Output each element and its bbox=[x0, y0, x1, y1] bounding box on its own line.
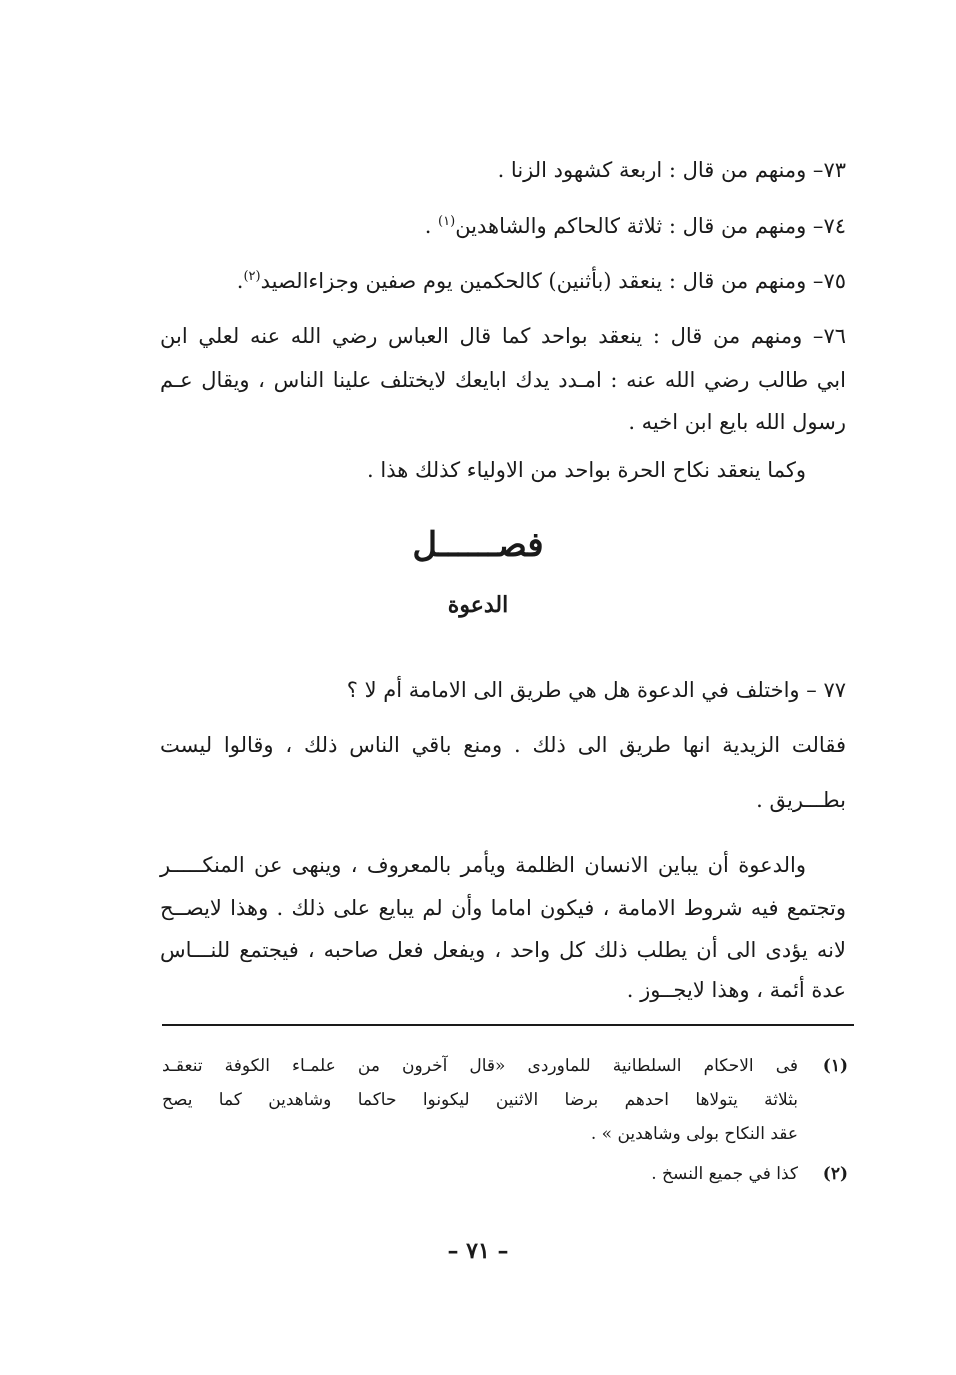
paragraph-76-line-2: ابي طالب رضي الله عنه : امـدد يدك ابايعك لايختلف علينا الناس ، ويقال عـم bbox=[160, 368, 846, 392]
paragraph-73: ٧٣– ومنهم من قال : اربعة كشهود الزنا . bbox=[497, 158, 846, 182]
footnote-2-number: (٢) bbox=[822, 1164, 848, 1184]
footnote-ref-1: (١) bbox=[438, 214, 456, 229]
footnote-1-number: (١) bbox=[822, 1056, 848, 1076]
footnote-1-line-1: فى الاحكام السلطانية للماوردى «قال آخرون من علمـاء الكوفة تنعقـد bbox=[162, 1056, 798, 1076]
footnote-1-line-2: بثلاثة يتولاها احدهم برضا الاثنين ليكونوا حاكما وشاهدين كما يصح bbox=[162, 1090, 798, 1110]
paragraph-77-line-3: بطـــريق . bbox=[756, 788, 846, 812]
paragraph-74 bbox=[425, 215, 846, 237]
section-subtitle: الدعوة bbox=[447, 592, 509, 618]
paragraph-76-line-3: رسول الله بايع ابن اخيه . bbox=[628, 410, 846, 434]
paragraph-75 bbox=[237, 270, 846, 292]
paragraph-77-line-1: ٧٧ – واختلف في الدعوة هل هي طريق الى الامامة أم لا ؟ bbox=[346, 678, 846, 702]
page-number: – ٧١ – bbox=[447, 1238, 509, 1264]
paragraph-74-end: . bbox=[424, 214, 439, 238]
footnote-divider bbox=[162, 1024, 854, 1026]
footnote-2-line-1: كذا في جميع النسخ . bbox=[651, 1164, 798, 1184]
paragraph-77-line-2: فقالت الزيدية انها طريق الى ذلك . ومنع باقي الناس ذلك ، وقالوا ليست bbox=[160, 733, 846, 757]
paragraph-78-line-4: عدة أئمة ، وهذا لايجــوز . bbox=[626, 978, 846, 1002]
paragraph-78-line-1: والدعوة أن يباين الانسان الظلمة ويأمر بالمعروف ، وينهى عن المنكـــــر bbox=[160, 853, 806, 877]
paragraph-78-line-2: وتجتمع فيه شروط الامامة ، فيكون اماما وأن لم يبايع على ذلك . وهذا لايصــح bbox=[160, 896, 846, 920]
section-title: فصــــــل bbox=[412, 525, 544, 565]
paragraph-75-text: ٧٥– ومنهم من قال : ينعقد (بأثنين) كالحكمين يوم صفين وجزاءالصيد bbox=[260, 269, 846, 293]
paragraph-74-text: ٧٤– ومنهم من قال : ثلاثة كالحاكم والشاهدين bbox=[455, 214, 846, 238]
paragraph-75-end: . bbox=[236, 269, 244, 293]
paragraph-78-line-3: لانه يؤدى الى أن يطلب ذلك كل واحد ، ويفعل فعل صاحبه ، فيجتمع للنـــاس bbox=[160, 938, 846, 962]
paragraph-76-line-1: ٧٦– ومنهم من قال : ينعقد بواحد كما قال العباس رضي الله عنه لعلي ابن bbox=[160, 324, 846, 348]
paragraph-76-line-4: وكما ينعقد نكاح الحرة بواحد من الاولياء كذلك هذا . bbox=[367, 458, 806, 482]
footnote-1-line-3: عقد النكاح بولى وشاهدين » . bbox=[590, 1124, 798, 1144]
footnote-ref-2: (٢) bbox=[243, 269, 261, 284]
